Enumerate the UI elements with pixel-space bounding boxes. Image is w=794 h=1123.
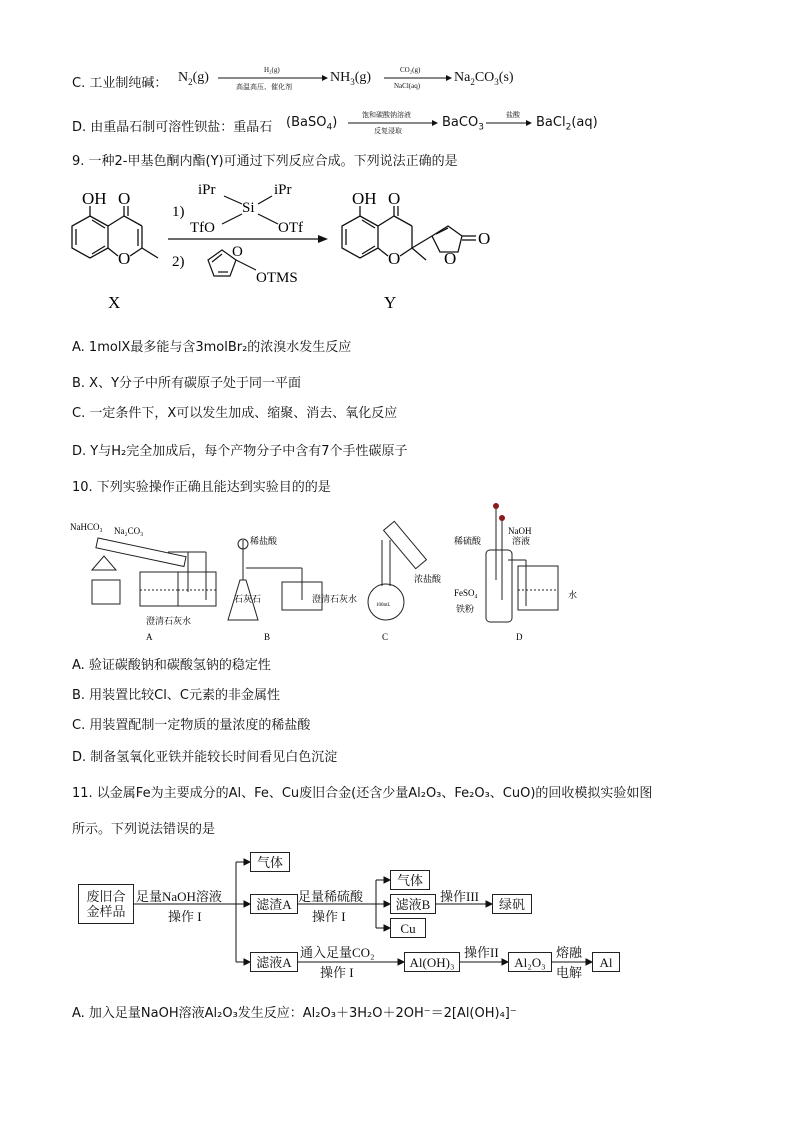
q10-option-c: C. 用装置配制一定物质的量浓度的稀盐酸 xyxy=(72,718,311,733)
q11-stem-line2: 所示。下列说法错误的是 xyxy=(72,822,216,837)
q11-flowchart xyxy=(76,848,636,978)
q10-option-a: A. 验证碳酸钠和碳酸氢钠的稳定性 xyxy=(72,658,271,673)
q10-option-d: D. 制备氢氧化亚铁并能较长时间看见白色沉淀 xyxy=(72,750,338,765)
q8-option-d xyxy=(72,116,272,135)
node-green-vitriol: 绿矾 xyxy=(492,894,532,914)
label-b: B xyxy=(264,632,271,642)
node-aloh3: Al(OH)₃ xyxy=(404,952,460,972)
reagent-2-num: 2) xyxy=(172,254,185,270)
x-oh: OH xyxy=(82,189,107,208)
q10-apparatus-figure xyxy=(68,500,608,645)
step2-bottom: 操作 I xyxy=(312,909,346,924)
step1-top: 足量NaOH溶液 xyxy=(136,889,222,904)
y-oh: OH xyxy=(352,189,377,208)
step5-top: 操作II xyxy=(464,945,499,960)
apparatus-a xyxy=(92,538,216,606)
q8-option-c xyxy=(72,72,167,91)
step4-top: 通入足量CO₂ xyxy=(300,945,375,960)
node-filtrate-a: 滤液A xyxy=(250,952,298,972)
q8-d-arrow1-bottom: 反复浸取 xyxy=(374,127,402,135)
reagent-1-num: 1) xyxy=(172,204,185,220)
q8-c-prefix: C. 工业制纯碱： xyxy=(72,76,168,91)
x-carbonyl-o: O xyxy=(118,189,131,208)
q8-c-equation xyxy=(178,66,538,92)
node-residue-a: 滤渣A xyxy=(250,894,298,914)
label-d: D xyxy=(516,632,523,642)
label-d-water: 水 xyxy=(568,590,578,600)
x-ring-o: O xyxy=(118,249,131,268)
node-al: Al xyxy=(592,952,620,972)
apparatus-d xyxy=(486,506,558,622)
q8-c-arrow2-bottom: NaCl(aq) xyxy=(394,82,421,90)
label-a: A xyxy=(146,632,153,642)
node-sample: 废旧合金样品 xyxy=(78,884,134,924)
furan-o: O xyxy=(232,244,243,260)
node-al2o3: Al₂O₃ xyxy=(508,952,552,972)
q8-d-arrow2 xyxy=(486,119,532,127)
q9-option-d: D. Y与H₂完全加成后，每个产物分子中含有7个手性碳原子 xyxy=(72,444,408,459)
label-nahco3: NaHCO₃ xyxy=(70,522,103,532)
step3-top: 操作III xyxy=(440,889,479,904)
q9-option-b: B. X、Y分子中所有碳原子处于同一平面 xyxy=(72,376,302,391)
node-gas-1: 气体 xyxy=(250,852,290,872)
otf-right: OTf xyxy=(278,220,303,236)
y-carbonyl-o2: O xyxy=(478,229,491,248)
node-gas-2: 气体 xyxy=(390,870,430,890)
ipr-left: iPr xyxy=(198,182,216,198)
label-d-h2so4: 稀硫酸 xyxy=(454,536,482,546)
q9-reaction-figure xyxy=(60,176,500,316)
q8-c-nh3: $NH_3(g)$ xyxy=(330,70,372,87)
x-label: X xyxy=(108,293,121,312)
ipr-right: iPr xyxy=(274,182,292,198)
label-b-acid: 稀盐酸 xyxy=(250,536,278,546)
q8-d-equation xyxy=(286,110,616,136)
label-d-fe: 铁粉 xyxy=(456,604,475,614)
label-a-water: 澄清石灰水 xyxy=(146,616,192,626)
q8-d-arrow1-top: 饱和碳酸钠溶液 xyxy=(362,111,411,119)
q8-d-bacl2: BaCl$_2$(aq) xyxy=(536,115,598,133)
q8-c-arrow2-top: CO₂(g) xyxy=(400,66,421,74)
step2-top: 足量稀硫酸 xyxy=(298,889,364,904)
y-lactone-o: O xyxy=(444,249,457,268)
node-filtrate-b: 滤液B xyxy=(390,894,436,914)
otms-group: OTMS xyxy=(256,270,298,286)
q8-c-arrow1-top: H₂(g) xyxy=(264,66,280,74)
q11-stem-line1: 11. 以金属Fe为主要成分的Al、Fe、Cu废旧合金(还含少量Al₂O₃、Fe₂O₃、CuO)的回收模拟实验如图 xyxy=(72,786,653,801)
node-cu: Cu xyxy=(390,918,426,938)
label-c: C xyxy=(382,632,389,642)
q8-c-arrow1 xyxy=(218,74,328,82)
si-atom: Si xyxy=(242,200,255,216)
step6-top: 熔融 xyxy=(556,945,583,960)
q8-d-baco3: BaCO$_3$ xyxy=(442,115,484,133)
q8-d-baso4: (BaSO$_4$) xyxy=(286,115,338,133)
q9-stem: 9. 一种2-甲基色酮内酯(Y)可通过下列反应合成。下列说法正确的是 xyxy=(72,154,458,169)
label-na2co3: Na₂CO₃ xyxy=(114,526,144,536)
apparatus-b xyxy=(228,539,322,620)
label-d-feso4: FeSO₄ xyxy=(454,588,478,598)
label-c-flask: 100mL xyxy=(376,603,391,608)
q8-c-arrow2 xyxy=(384,74,452,82)
step6-bottom: 电解 xyxy=(556,965,583,980)
molecule-x xyxy=(72,206,158,258)
otf-left: TfO xyxy=(190,220,215,236)
step4-bottom: 操作 I xyxy=(320,965,354,980)
q11-option-a: A. 加入足量NaOH溶液Al₂O₃发生反应：Al₂O₃＋3H₂O＋2OH⁻＝2[Al(OH)₄]⁻ xyxy=(72,1006,517,1021)
q8-d-arrow2-top: 盐酸 xyxy=(506,111,520,119)
q10-option-b: B. 用装置比较Cl、C元素的非金属性 xyxy=(72,688,280,703)
label-b-stone: 石灰石 xyxy=(234,594,262,604)
y-ring-o: O xyxy=(388,249,401,268)
label-d-naoh: NaOH xyxy=(508,526,532,536)
q8-d-prefix: D. 由重晶石制可溶性钡盐：重晶石 xyxy=(72,120,273,135)
q8-d-arrow1 xyxy=(348,119,438,127)
q9-option-a: A. 1molX最多能与含3molBr₂的浓溴水发生反应 xyxy=(72,340,352,355)
q8-c-n2: $N_2(g)$ xyxy=(178,70,209,87)
reaction-arrow xyxy=(168,235,328,243)
q10-stem: 10. 下列实验操作正确且能达到实验目的的是 xyxy=(72,480,331,495)
q9-option-c: C. 一定条件下，X可以发生加成、缩聚、消去、氧化反应 xyxy=(72,406,398,421)
q8-c-arrow1-bottom: 高温高压、催化剂 xyxy=(236,83,292,91)
label-d-naoh-solution: 溶液 xyxy=(512,536,531,546)
label-c-acid: 浓盐酸 xyxy=(414,574,442,584)
label-b-water: 澄清石灰水 xyxy=(312,594,358,604)
y-label: Y xyxy=(384,293,397,312)
step1-bottom: 操作 I xyxy=(168,909,202,924)
y-carbonyl-o: O xyxy=(388,189,401,208)
q8-c-na2co3: $Na_2CO_3(s)$ xyxy=(454,70,514,87)
